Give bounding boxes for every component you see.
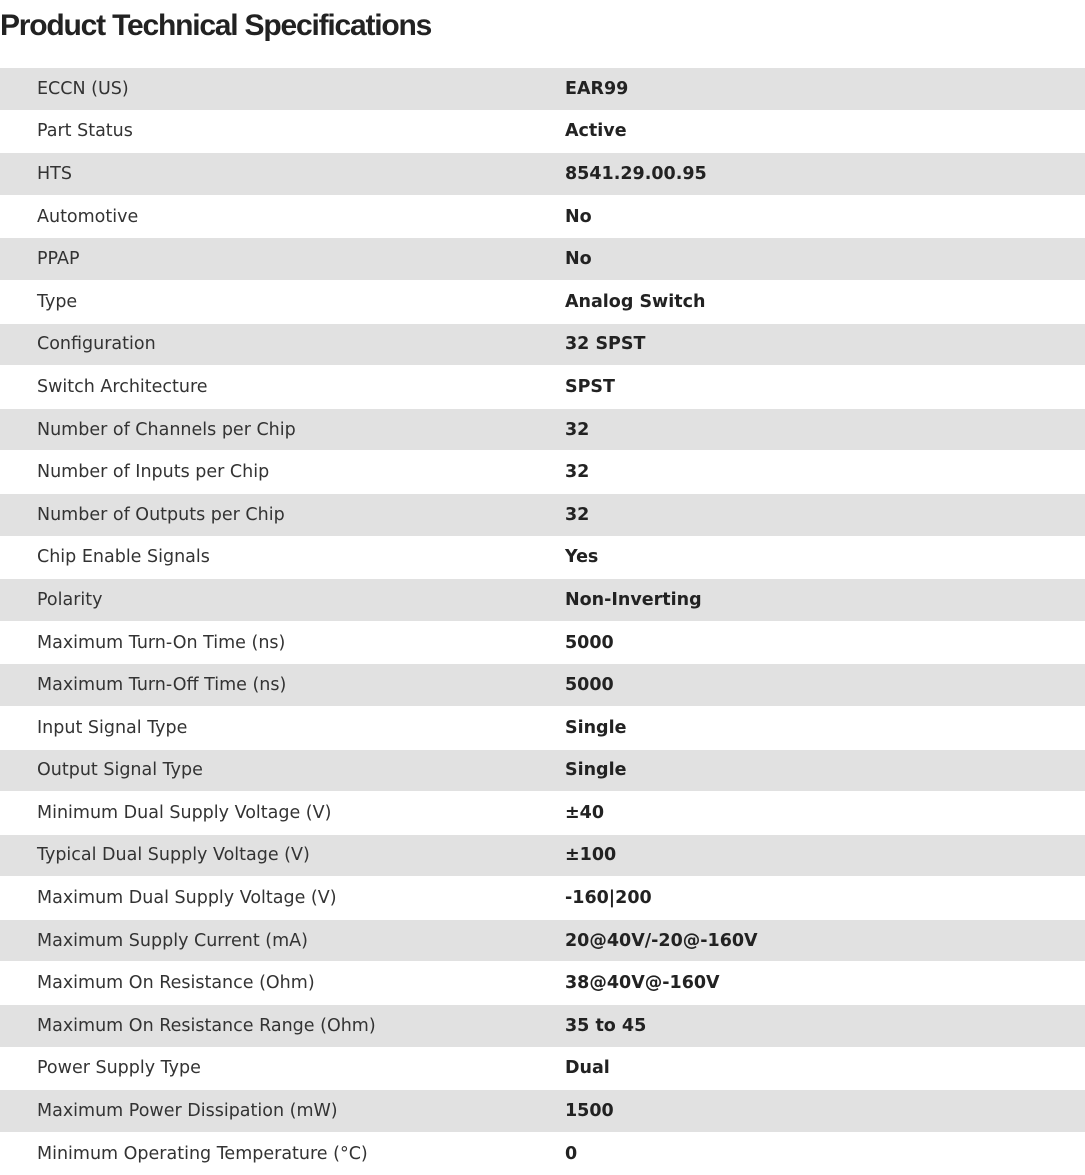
- spec-row: [0, 153, 1085, 196]
- spec-value: No: [565, 249, 592, 270]
- spec-label: Type: [37, 291, 78, 312]
- spec-value: 32: [565, 419, 590, 440]
- spec-label: Automotive: [37, 206, 139, 227]
- spec-row: [0, 451, 1085, 494]
- spec-row: [0, 579, 1085, 622]
- spec-value: Analog Switch: [565, 291, 706, 312]
- spec-row: [0, 196, 1085, 239]
- spec-value: 20@40V/-20@-160V: [565, 930, 758, 951]
- spec-row: [0, 920, 1085, 963]
- spec-value: 32: [565, 462, 590, 483]
- spec-value: Dual: [565, 1058, 610, 1079]
- spec-label: Maximum On Resistance Range (Ohm): [37, 1015, 376, 1036]
- spec-row: [0, 537, 1085, 580]
- spec-value: Single: [565, 760, 627, 781]
- spec-label: Polarity: [37, 589, 103, 610]
- spec-value: 0: [565, 1143, 578, 1164]
- spec-label: Number of Channels per Chip: [37, 419, 296, 440]
- spec-label: Maximum Turn-On Time (ns): [37, 632, 286, 653]
- page-title: Product Technical Specifications: [0, 9, 432, 42]
- spec-label: Minimum Dual Supply Voltage (V): [37, 802, 332, 823]
- spec-row: [0, 962, 1085, 1005]
- spec-table: [0, 68, 1085, 1175]
- spec-value: 35 to 45: [565, 1015, 647, 1036]
- spec-value: Active: [565, 121, 627, 142]
- spec-label: Typical Dual Supply Voltage (V): [37, 845, 310, 866]
- spec-label: Maximum Power Dissipation (mW): [37, 1101, 338, 1122]
- spec-row: [0, 877, 1085, 920]
- spec-label: Maximum On Resistance (Ohm): [37, 973, 315, 994]
- spec-row: [0, 68, 1085, 111]
- spec-row: [0, 324, 1085, 367]
- spec-label: Number of Outputs per Chip: [37, 504, 285, 525]
- spec-value: ±40: [565, 802, 605, 823]
- spec-label: ECCN (US): [37, 78, 129, 99]
- spec-row: [0, 835, 1085, 878]
- spec-value: 5000: [565, 632, 614, 653]
- spec-value: 38@40V@-160V: [565, 973, 720, 994]
- spec-row: [0, 707, 1085, 750]
- spec-label: Configuration: [37, 334, 156, 355]
- spec-label: Minimum Operating Temperature (°C): [37, 1143, 368, 1164]
- spec-row: [0, 792, 1085, 835]
- spec-row: [0, 622, 1085, 665]
- spec-label: Maximum Dual Supply Voltage (V): [37, 888, 337, 909]
- spec-label: Power Supply Type: [37, 1058, 201, 1079]
- spec-row: [0, 238, 1085, 281]
- spec-label: PPAP: [37, 249, 80, 270]
- spec-value: No: [565, 206, 592, 227]
- spec-row: [0, 1133, 1085, 1175]
- spec-value: Single: [565, 717, 627, 738]
- spec-value: 5000: [565, 675, 614, 696]
- spec-value: -160|200: [565, 888, 652, 909]
- spec-row: [0, 366, 1085, 409]
- spec-value: 1500: [565, 1101, 614, 1122]
- spec-row: [0, 494, 1085, 537]
- spec-value: 32 SPST: [565, 334, 646, 355]
- spec-value: SPST: [565, 376, 615, 397]
- spec-label: HTS: [37, 163, 72, 184]
- spec-value: EAR99: [565, 78, 629, 99]
- spec-value: 32: [565, 504, 590, 525]
- spec-row: [0, 111, 1085, 154]
- spec-label: Chip Enable Signals: [37, 547, 210, 568]
- spec-row: [0, 1048, 1085, 1091]
- spec-label: Number of Inputs per Chip: [37, 462, 270, 483]
- spec-value: 8541.29.00.95: [565, 163, 707, 184]
- spec-label: Input Signal Type: [37, 717, 188, 738]
- spec-label: Maximum Supply Current (mA): [37, 930, 308, 951]
- spec-row: [0, 281, 1085, 324]
- spec-label: Maximum Turn-Off Time (ns): [37, 675, 287, 696]
- spec-label: Part Status: [37, 121, 133, 142]
- spec-value: Yes: [565, 547, 599, 568]
- spec-row: [0, 1005, 1085, 1048]
- spec-row: [0, 664, 1085, 707]
- spec-label: Output Signal Type: [37, 760, 203, 781]
- spec-row: [0, 750, 1085, 793]
- spec-row: [0, 1090, 1085, 1133]
- spec-value: ±100: [565, 845, 617, 866]
- spec-row: [0, 409, 1085, 452]
- spec-value: Non-Inverting: [565, 589, 702, 610]
- spec-label: Switch Architecture: [37, 376, 208, 397]
